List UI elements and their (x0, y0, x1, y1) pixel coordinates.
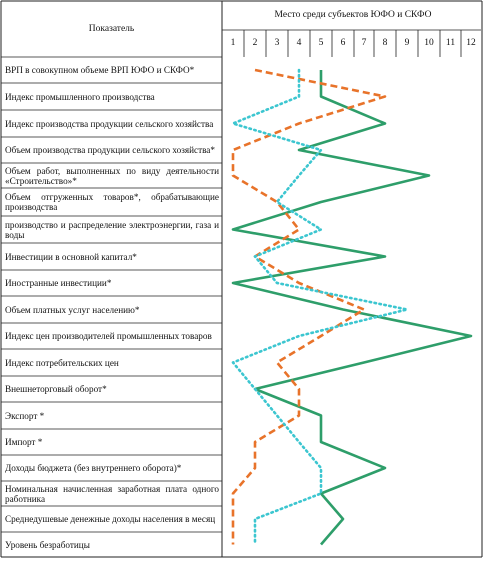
indicator-label-text: Внешнеторговый оборот* (5, 384, 107, 394)
indicator-row-label (1, 349, 222, 376)
series-lines (233, 70, 471, 545)
indicator-label-text: Среднедушевые денежные доходы населения в месяц (5, 514, 216, 524)
indicator-label-text: Экспорт * (5, 410, 45, 421)
rank-tick-label: 7 (361, 38, 367, 48)
indicator-row-label (1, 57, 222, 83)
indicator-row-label (1, 455, 222, 481)
indicator-row-label (1, 188, 222, 216)
rank-tick-label: 11 (445, 38, 456, 48)
indicator-label-text: Иностранные инвестиции* (5, 278, 112, 288)
indicator-label-text: Индекс промышленного производства (5, 91, 155, 102)
indicator-label-text: Индекс потребительских цен (5, 357, 119, 368)
rank-tick-label: 9 (404, 38, 410, 48)
indicator-label-text: ВРП в совокупном объеме ВРП ЮФО и СКФО* (5, 65, 195, 75)
indicator-row-label (1, 506, 222, 532)
indicator-row-label (1, 83, 222, 110)
rank-tick-label: 8 (382, 38, 388, 48)
indicator-row-label (1, 270, 222, 296)
indicator-label-text: Доходы бюджета (без внутреннего оборота)* (5, 463, 182, 473)
rank-tick-label: 3 (274, 38, 280, 48)
series-line-2 (233, 70, 385, 545)
indicator-row-label (1, 137, 222, 163)
indicator-label-text: Индекс производства продукции сельского хозяйства (5, 118, 214, 129)
indicator-label-text: Импорт * (5, 437, 43, 447)
rank-tick-label: 5 (318, 38, 324, 48)
header-indicator: Показатель (88, 24, 135, 34)
series-line-1 (233, 70, 471, 545)
indicator-label-text: Объем работ, выполненных по виду деятельности «Строительство»* (5, 165, 219, 186)
rank-tick-label: 4 (296, 38, 302, 48)
rank-tick-label: 1 (230, 38, 236, 48)
indicator-row-label (1, 481, 222, 506)
header-rank: Место среди субъектов ЮФО и СКФО (274, 10, 432, 20)
indicator-label-text: Объем платных услуг населению* (5, 304, 140, 315)
indicator-label-text: Номинальная начисленная заработная плата одного работника (5, 483, 219, 504)
indicator-label-text: производство и распределение электроэнергии, газа и воды (5, 219, 219, 240)
indicator-label-text: Инвестиции в основной капитал* (5, 251, 137, 262)
indicator-row-label (1, 376, 222, 402)
indicator-label-text: Индекс цен производителей промышленных товаров (5, 331, 212, 341)
indicator-label-text: Уровень безработицы (5, 539, 90, 550)
rank-tick-label: 2 (252, 38, 258, 48)
indicator-row-label (1, 323, 222, 349)
indicator-label-text: Объем производства продукции сельского хозяйства* (5, 145, 215, 155)
indicator-row-label (1, 110, 222, 137)
indicator-row-label (1, 243, 222, 270)
indicator-row-label (1, 402, 222, 429)
indicator-row-label (1, 216, 222, 243)
indicator-row-label (1, 429, 222, 455)
series-line-3 (233, 70, 407, 545)
indicator-row-label (1, 296, 222, 323)
rank-tick-label: 6 (340, 38, 346, 48)
rank-tick-label: 10 (424, 38, 434, 48)
indicator-label-text: Объем отгруженных товаров*, обрабатывающие производства (5, 192, 219, 212)
indicator-row-label (1, 163, 222, 188)
rank-tick-label: 12 (466, 38, 476, 48)
indicator-row-label (1, 532, 222, 557)
